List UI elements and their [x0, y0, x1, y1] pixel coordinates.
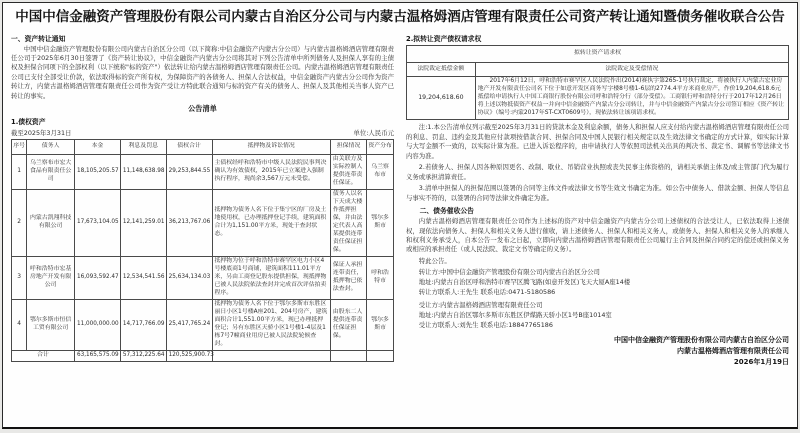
col-header-location: 资产分布: [367, 140, 394, 155]
right-column: [406, 31, 789, 369]
cell-collateral: 抵押物为债务人名下位于鄂尔多斯市东胜区丽日小区1号楼A座201、204号房产，建筑面积合计1,551.00平方米，现已办理抵押登记；另有东胜区天骄小区1号楼1-4层及1栋7号7幢商业用房已被人民法院轮候查封。: [212, 299, 330, 350]
col-header-no: 序号: [12, 140, 27, 155]
cell-total: 29,253,844.55: [166, 155, 212, 190]
section3-body: 内蒙古温格姆酒店管理有限责任公司作为上述标的资产对中信金融资产内蒙古分公司上述债权的合法受让人，已依法取得上述债权，现依法向债务人、担保人和相关义务人进行催收，请上述债务人、担保人和相关义务人，或债务人、担保人和相关义务人的承继人和权利义务承受人，自本公告一发布之日起，立即向内蒙古温格姆酒店管理有限责任公司履行主合同及担保合同约定的偿还或担保义务或相应的承担责任（或人民法院、裁定文书等确定的义务）。: [406, 217, 789, 254]
col-header-collateral: 抵押物及诉讼情况: [212, 140, 330, 155]
transferee-contact: 受让方联系人:刘先生 联系电话:18847765186: [418, 321, 553, 330]
transferor-line: 转让方:中国中信金融资产管理股份有限公司内蒙古自治区分公司: [418, 268, 600, 277]
cell-location: 乌兰察布市: [367, 155, 394, 190]
cell-guarantee: 保证人承担连带责任，抵押物已依法查封。: [330, 256, 366, 299]
cell-interest: 12,141,259.01: [120, 190, 166, 257]
claim-span-header: 拟转让资产请求权: [407, 45, 789, 62]
cell-interest: 12,534,541.56: [120, 256, 166, 299]
claim-header-row: [407, 62, 789, 77]
cell-debtor: 内蒙古凯翔科技有限公司: [27, 190, 75, 257]
table-header-row: [12, 140, 394, 155]
signoff-transferee: 内蒙古温格姆酒店管理有限责任公司: [677, 347, 789, 356]
claim-detail: 2017年6月12日，呼和浩特市赛罕区人民法院作出(2014)赛执字第265-1号执行裁定，将被执行人内蒙古宏业房地产开发有限责任公司名下位于如意开发区商务写字楼8号楼1-6层的2774.4平方米商业房产，作价19,204,618.6元抵偿给申请执行人中国工商银行股份有限公司呼和浩特分行（部分受偿）。工商银行呼和浩特分行于2017年12月26日将上述以物抵债资产权益一并向中信金融资产内蒙古分公司转让，并与中信金融资产内蒙古分公司签订相应《资产转让协议》（编号:内蒙2017年ST-CXT0609号），现依法转让该项请求权。: [475, 77, 788, 120]
col-header-interest: 利息及罚息: [120, 140, 166, 155]
cell-debtor: 呼和浩特市宏基房地产开发有限公司: [27, 256, 75, 299]
cell-debtor: 乌兰察布市宏大食品有限责任公司: [27, 155, 75, 190]
transferor-contact: 转让方联系人:王先生 联系电话:0471-5180586: [418, 288, 556, 297]
total-empty-cell: [367, 350, 394, 361]
cell-collateral: 主债权经呼和浩特市中级人民法院民事判决确认为有效债权，2015年已立案进入强制执行程序，现尚余3,567万元未受偿。: [212, 155, 330, 190]
cell-principal: 11,000,000.00: [75, 299, 121, 350]
as-of-date: 截至2025年3月31日: [11, 129, 72, 138]
cell-total: 36,213,767.06: [166, 190, 212, 257]
cell-total: 25,417,765.24: [166, 299, 212, 350]
total-amount: 120,525,900.73: [166, 350, 212, 361]
claim-col1-header: 法院裁定抵偿金额: [407, 62, 476, 77]
total-principal: 63,165,575.09: [75, 350, 121, 361]
section3-heading: 二、债务催收公告: [419, 207, 474, 216]
claim-col2-header: 法院裁定及受偿情况: [475, 62, 788, 77]
claim-amount: 19,204,618.60: [407, 77, 476, 120]
col-header-debtor: 债务人: [27, 140, 75, 155]
cell-collateral: 抵押物为位于呼和浩特市赛罕区电力小区4号楼底商1号商铺，建筑面积111.01平方米，另由工商登记股东提供担保，现抵押物已被人民法院依法查封并完成首次评估拍卖程序。: [212, 256, 330, 299]
total-interest: 57,312,225.64: [120, 350, 166, 361]
cell-guarantee: 债务人以名下天成大楼作抵押担保，并由法定代表人高某提供连带责任保证担保。: [330, 190, 366, 257]
list-subtitle: 1.债权资产: [11, 118, 46, 127]
cell-no: 4: [12, 299, 27, 350]
announcement-page: [2, 2, 798, 429]
claim-data-row: [407, 77, 789, 120]
section2-heading: 2.拟转让资产债权请求权: [406, 34, 482, 43]
cell-principal: 17,673,104.05: [75, 190, 121, 257]
cell-guarantee: 由关联方及实际控制人提供连带责任保证。: [330, 155, 366, 190]
page-title: 中国中信金融资产管理股份有限公司内蒙古自治区分公司与内蒙古温格姆酒店管理有限责任公司资产转让通知暨债务催收联合公告: [15, 9, 785, 25]
note-3: 3.清单中担保人的担保范围以签署的合同等主体文件或法律文书等生效文书确定为准。如公告中债务人、借款金额、担保人等信息与事实不符的，以签署的合同等法律文件确定为准。: [406, 184, 789, 202]
table-row: [12, 256, 394, 299]
note-1: 注:1.本公告清单仅列示截至2025年3月31日的贷款本金及利息余额，债务人和担保人应支付给内蒙古温格姆酒店管理有限责任公司的利息、罚息、违约金及其他应付款项按借款合同、担保合同及中国人民银行相关规定以及生效法律文书确定的方式计算，如实际计算与大写金额不一致的，以实际计算为准。已进入诉讼程序的，由申请执行人等依照司法机关出具的判决书、裁定书、调解书等法律文书内容为准。: [406, 123, 789, 160]
cell-guarantee: 由股东二人提供连带责任保证担保。: [330, 299, 366, 350]
cell-debtor: 鄂尔多斯市恒信工贸有限公司: [27, 299, 75, 350]
table-row: [12, 190, 394, 257]
signoff-date: 2026年1月19日: [733, 358, 789, 367]
transferor-address: 地址:内蒙古自治区呼和浩特市赛罕区腾飞路(如意开发区)飞天大厦A座14楼: [418, 278, 631, 287]
hereby-announced: 特此公告。: [418, 256, 451, 265]
cell-no: 3: [12, 256, 27, 299]
cell-collateral: 抵押物为债务人名下位于集宁区的厂房及土地使用权，已办理抵押登记手续，建筑面积合计为1,151.00平方米，现处于查封状态。: [212, 190, 330, 257]
cell-location: 鄂尔多斯市: [367, 190, 394, 257]
table-total-row: [12, 350, 394, 361]
cell-no: 2: [12, 190, 27, 257]
cell-interest: 11,148,638.98: [120, 155, 166, 190]
total-empty-cell: [212, 350, 330, 361]
cell-total: 25,634,134.03: [166, 256, 212, 299]
cell-no: 1: [12, 155, 27, 190]
currency-unit: 单位:人民币元: [353, 129, 394, 138]
note-2: 2.若债务人、担保人因各种原因更名、改制、歇业、吊销营业执照或丧失民事主体资格的，请相关承债主体及/或主管部门代为履行义务或承担清算责任。: [406, 163, 789, 181]
col-header-guarantee: 担保情况: [330, 140, 366, 155]
cell-principal: 18,105,205.57: [75, 155, 121, 190]
cell-interest: 14,717,766.09: [120, 299, 166, 350]
table-row: [12, 299, 394, 350]
transferee-address: 地址:内蒙古自治区鄂尔多斯市东胜区伊煤路天骄小区1号B座1014室: [418, 311, 612, 320]
creditor-assets-table: [11, 139, 394, 361]
cell-principal: 16,093,592.47: [75, 256, 121, 299]
total-empty-cell: [330, 350, 366, 361]
list-title: 公告清单: [188, 104, 217, 114]
section1-heading: 一、资产转让通知: [11, 34, 66, 43]
left-column: [11, 31, 394, 369]
claim-rights-table: [406, 45, 789, 121]
col-header-principal: 本金: [75, 140, 121, 155]
col-header-total: 债权合计: [166, 140, 212, 155]
cell-location: 呼和浩特市: [367, 256, 394, 299]
transferee-line: 受让方:内蒙古温格姆酒店管理有限责任公司: [418, 301, 543, 310]
section1-body: 中国中信金融资产管理股份有限公司内蒙古自治区分公司（以下简称:中信金融资产内蒙古分公司）与内蒙古温格姆酒店管理有限责任公司于2025年6月30日签署了《资产转让协议》，中信金融资产内蒙古分公司将其对下列公告清单中所列债务人及担保人享有的主债权及担保合同项下的全部权利（以下统称"标的资产"）依法转让给内蒙古温格姆酒店管理有限责任公司。内蒙古温格姆酒店管理有限责任公司已支付全部受让价款，依法取得标的资产所有权，为保障资产的各债务人、担保人合法权益，中信金融资产内蒙古分公司作为资产转让方，内蒙古温格姆酒店管理有限责任公司作为资产受让方特此联合通知与标的资产有关的债务人、担保人及其他相关当事人资产已转让的事实。: [11, 44, 394, 100]
table-row: [12, 155, 394, 190]
cell-location: 鄂尔多斯市: [367, 299, 394, 350]
total-label: 合计: [12, 350, 75, 361]
claim-span-header-row: [407, 45, 789, 62]
signoff-transferor: 中国中信金融资产管理股份有限公司内蒙古自治区分公司: [614, 335, 789, 344]
